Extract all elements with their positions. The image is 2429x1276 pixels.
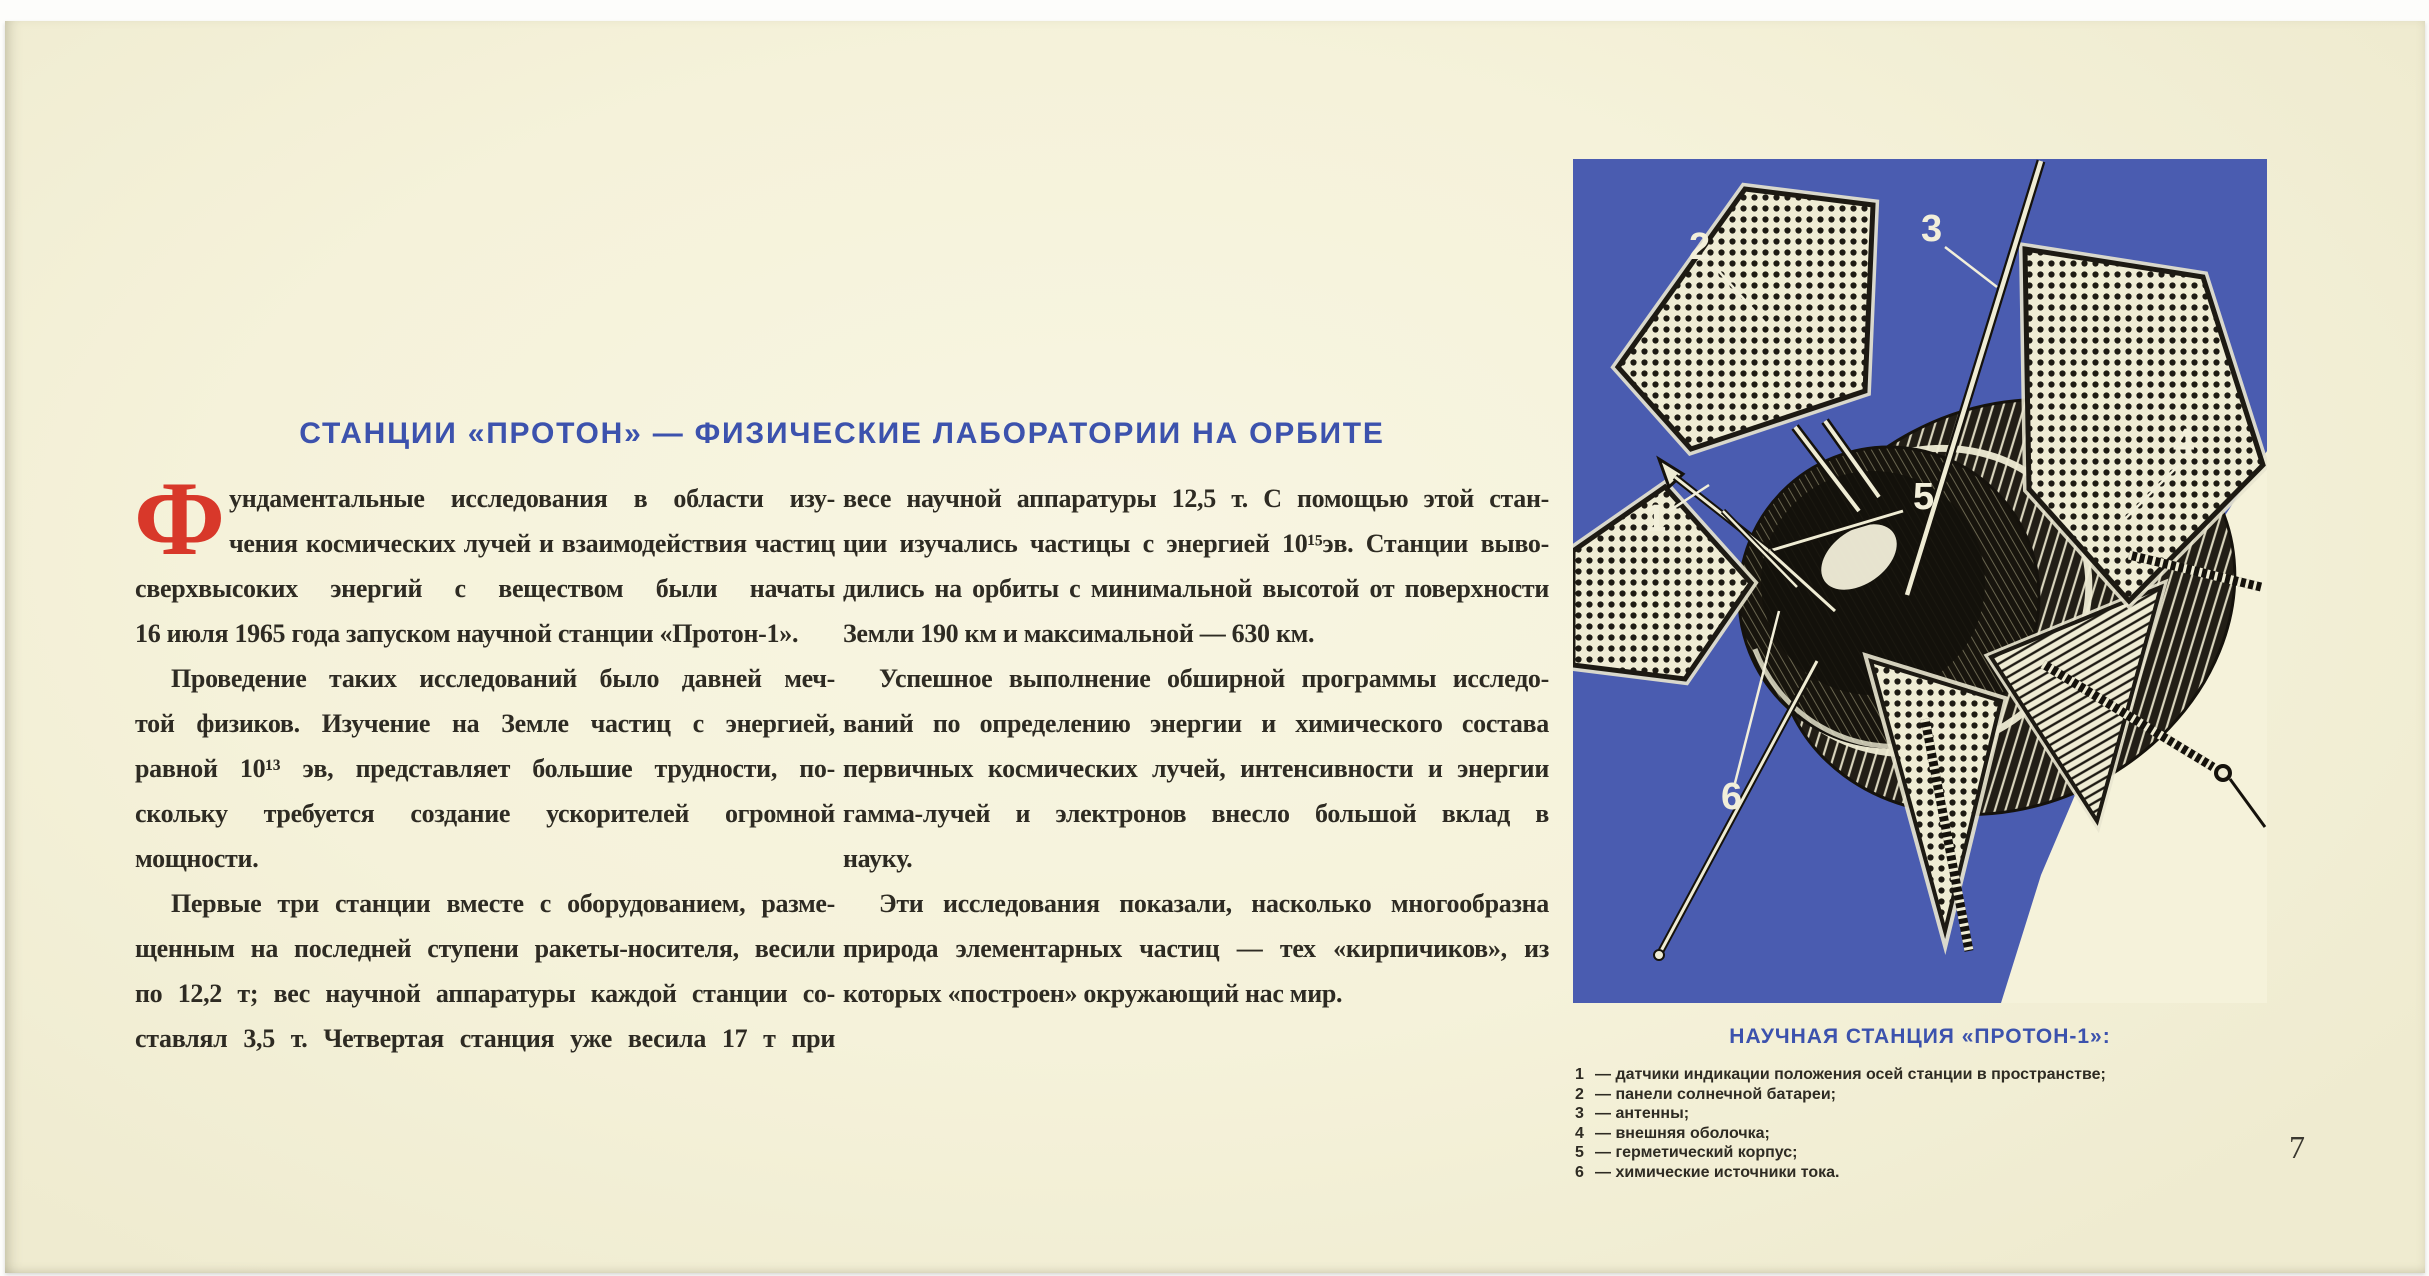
legend-item-number: 3: [1575, 1105, 1584, 1122]
figure-caption: НАУЧНАЯ СТАНЦИЯ «ПРОТОН-1»:: [1729, 1025, 2111, 1048]
legend-item-text: — панели солнечной батареи;: [1595, 1085, 1836, 1103]
text-line: дились на орбиты с минимальной высотой от поверхности: [843, 574, 1549, 603]
text-line: науку.: [843, 844, 913, 873]
figure-label-2: 2: [1689, 226, 1711, 268]
legend-item: [1575, 1085, 2315, 1105]
text-line: природа элементарных частиц — тех «кирпичиков», из: [843, 934, 1549, 963]
legend-item-number: 5: [1575, 1144, 1584, 1161]
legend-item-number: 1: [1575, 1066, 1584, 1083]
text-line: Успешное выполнение обширной программы исследо-: [879, 664, 1549, 693]
legend-item: [1575, 1104, 2315, 1124]
figure-legend: [1575, 1065, 2315, 1182]
text-line: той физиков. Изучение на Земле частиц с энергией,: [135, 709, 835, 738]
text-column-left: [135, 476, 835, 1061]
legend-item-number: 4: [1575, 1124, 1584, 1142]
legend-item-text: — химические источники тока.: [1595, 1163, 1840, 1181]
text-line: Эти исследования показали, насколько многообразна: [879, 889, 1549, 918]
figure-label-6: 6: [1721, 776, 1743, 818]
text-line: равной 10¹³ эв, представляет большие трудности, по-: [135, 754, 835, 783]
legend-item-text: — антенны;: [1595, 1105, 1690, 1122]
text-line: скольку требуется создание ускорителей огромной: [135, 799, 835, 828]
legend-item-number: 6: [1575, 1163, 1584, 1181]
text-line: мощности.: [135, 844, 259, 873]
legend-item-number: 2: [1575, 1085, 1584, 1103]
figure-panel: [1573, 159, 2267, 1003]
satellite-illustration: [1573, 159, 2267, 1003]
figure-label-4: 4: [2173, 422, 2195, 464]
figure-label-5: 5: [1913, 476, 1935, 518]
page-number: 7: [2289, 1129, 2305, 1165]
text-line: Проведение таких исследований было давней меч-: [171, 664, 835, 693]
legend-item: [1575, 1143, 2315, 1163]
figure-label-1: 1: [1645, 498, 1667, 540]
page-title: СТАНЦИИ «ПРОТОН» — ФИЗИЧЕСКИЕ ЛАБОРАТОРИИ НА ОРБИТЕ: [299, 417, 1385, 450]
text-line: гамма-лучей и электронов внесло большой вклад в: [843, 799, 1549, 828]
text-column-right: [843, 476, 1549, 1016]
text-line: 16 июля 1965 года запуском научной станции «Протон-1».: [135, 619, 799, 648]
text-line: ставлял 3,5 т. Четвертая станция уже весила 17 т при: [135, 1024, 835, 1053]
text-line: щенным на последней ступени ракеты-носителя, весили: [135, 934, 835, 963]
text-line: сверхвысоких энергий с веществом были начаты: [135, 574, 835, 603]
legend-item: [1575, 1163, 2315, 1183]
text-line: ции изучались частицы с энергией 10¹⁵эв. Станции выво-: [843, 529, 1549, 558]
text-line: по 12,2 т; вес научной аппаратуры каждой станции со-: [135, 979, 835, 1008]
text-line: Земли 190 км и максимальной — 630 км.: [843, 619, 1315, 648]
text-line: ваний по определению энергии и химического состава: [843, 709, 1549, 738]
legend-item-text: — внешняя оболочка;: [1595, 1124, 1770, 1142]
legend-item: [1575, 1124, 2315, 1144]
figure-label-3: 3: [1921, 208, 1943, 250]
text-line: ундаментальные исследования в области изу-: [229, 484, 835, 513]
text-line: весе научной аппаратуры 12,5 т. С помощью этой стан-: [843, 484, 1549, 513]
legend-item-text: — датчики индикации положения осей станции в пространстве;: [1595, 1066, 2106, 1083]
drop-cap: Ф: [134, 460, 226, 577]
legend-item-text: — герметический корпус;: [1595, 1144, 1798, 1161]
text-line: первичных космических лучей, интенсивности и энергии: [843, 754, 1549, 783]
text-line: которых «построен» окружающий нас мир.: [843, 979, 1343, 1008]
paper-sheet: [5, 21, 2425, 1273]
legend-item: [1575, 1065, 2315, 1085]
text-line: Первые три станции вместе с оборудованием, разме-: [171, 889, 835, 918]
text-line: чения космических лучей и взаимодействия частиц: [229, 529, 835, 558]
